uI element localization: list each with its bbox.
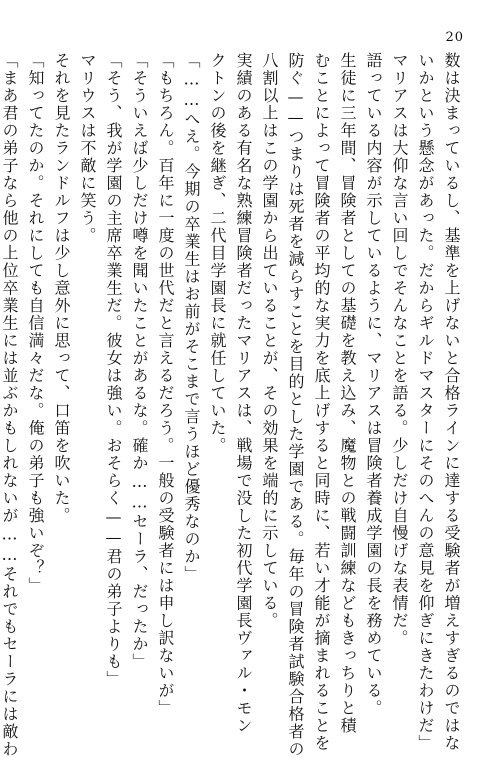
vertical-text-body (0, 52, 464, 758)
text-line: 「……へえ。今期の卒業生はお前がそこまで言うほど優秀なのか」 (182, 52, 201, 583)
text-line: 実績のある有名な熟練冒険者だったマリアスは、戦場で没した初代学園長ヴァル・モン (234, 52, 253, 735)
text-line: 「もちろん。百年に一度の世代だと言えるだろう。一般の受験者には申し訳ないが」 (156, 52, 175, 717)
text-line: クトンの後を継ぎ、二代目学園長に就任していた。 (208, 52, 227, 455)
text-line: それを見たランドルフは少し意外に思って、口笛を吹いた。 (52, 52, 71, 525)
text-line: マリアスは大仰な言い回しでそんなことを語る。少しだけ自慢げな表情だ。 (390, 52, 409, 647)
text-line: 数は決まっているし、基準を上げないと合格ラインに達する受験者が増えすぎるのではな (442, 52, 461, 752)
text-line: 「知ってたのか。それにしても自信満々だな。俺の弟子も強いぞ？」 (26, 52, 45, 595)
text-line: 「まあ君の弟子なら他の上位卒業生には並ぶかもしれないが……それでもセーラには敵わ (0, 52, 19, 758)
text-line: いかという懸念があった。だからギルドマスターにそのへんの意見を仰ぎにきたわけだ」 (416, 52, 435, 752)
text-line: 生徒に三年間、冒険者としての基礎を教え込み、魔物との戦闘訓練などもきっちりと積 (338, 52, 357, 735)
text-line: 八割以上はこの学園から出ていることが、その効果を端的に示している。 (260, 52, 279, 630)
text-line: 「そういえば少しだけ噂を聞いたことがあるな。確か……セーラ、だったか」 (130, 52, 149, 671)
text-line: 防ぐ——つまりは死者を減らすことを目的とした学園である。毎年の冒険者試験合格者の (286, 52, 305, 758)
text-line: 「そう、我が学園の主席卒業生だ。彼女は強い。おそらく——君の弟子よりも」 (104, 52, 123, 688)
text-line: マリウスは不敵に笑う。 (78, 52, 97, 245)
text-line: むことによって冒険者の平均的な実力を底上げすると同時に、若い才能が摘まれることを (312, 52, 331, 752)
page-number: 20 (445, 30, 464, 45)
text-line: 語っている内容が示しているように、マリアスは冒険者養成学園の長を務めている。 (364, 52, 383, 717)
